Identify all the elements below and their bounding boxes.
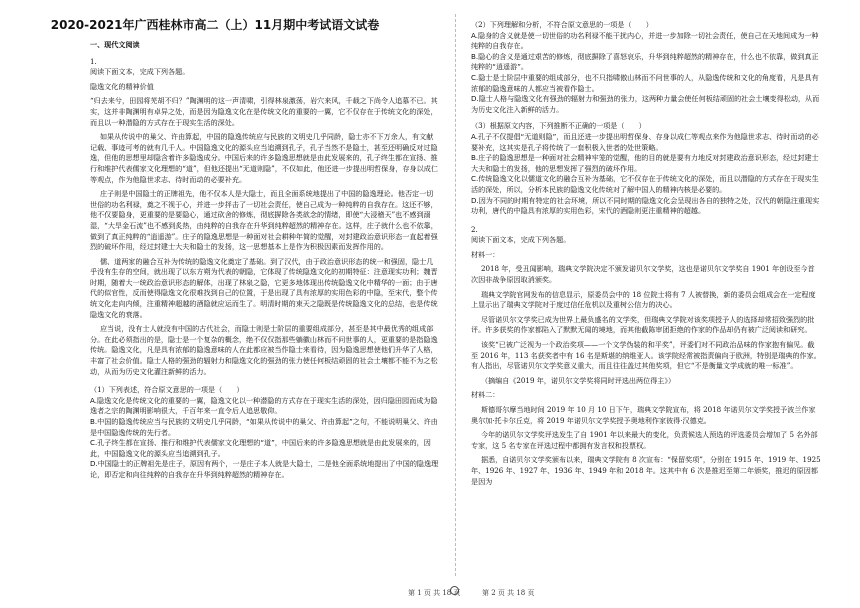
option-c[interactable]: C.隐士是士阶层中重要的组成部分，也不只指啸傲山林而不问世事的人，从隐逸传统和文化的角度看，凡是具有浓郁的隐逸意味的人都应当被看作隐士。 [471,72,819,93]
option-a[interactable]: A.隐身的含义就是使一切世俗的功名利禄不能干扰内心，并进一步加除一切社会责任，使自己在天地间成为一种纯粹的自我存在。 [471,30,819,51]
material-label: 材料一： [471,249,500,259]
subquestion-stem: （2）下列理解和分析，不符合原文意思的一项是（ ） [471,20,653,29]
material-paragraph: 斯德哥尔摩当地时间 2019 年 10 月 10 日下午，瑞典文学院宣布，将 2018 年诺贝尔文学奖授予波兰作家奥尔加·托卡尔丘克，将 2019 年诺贝尔文学奖授予奥地利作家彼得·汉德克。 [471,405,816,425]
material-paragraph: 今年的诺贝尔文学奖评选发生了自 1901 年以来最大的变化，负责候选人预选的评选委员会增加了 5 名外部专家，这 5 名专家在评选过程中都拥有发言权和投票权。 [471,430,818,450]
passage-paragraph: 如果从传说中的巢父、许由算起，中国的隐逸传统应与民族的文明史几乎同龄，隐士亦不下万余人，有文献记载、事迹可考的就有几千人。中国隐逸文化的源头应当追溯到孔子，孔子当然不是隐士，甚至还明确反对过隐逸，但他的思想里却隐含着许多隐逸成分。中国后来的许多隐逸思想就是由此发展来的，孔子终生都在宣扬、推行和维护代表儒家文化理想的“道”，但他还提出“无道则隐”，不仅如此，他还进一步提出明哲保身，存身以成仁等观点，作为他隐世求志、待时而动的必要补充。 [90,132,438,184]
option-d[interactable]: D.隐士人格与隐逸文化有强劲的辐射力和强劲的张力，这两种力量会使任何板结顽固的社会土壤变得松动，从而为历史文化注入新鲜的活力。 [471,94,820,114]
option-d[interactable]: D.中国隐士的正牌祖先是庄子，原因有两个，一是庄子本人就是大隐士，二是他全面系统地提出了中国的隐逸理论，即否定和向往纯粹的自我存在升华到纯粹超然的精神存在。 [90,459,439,479]
subquestion-stem: （1）下列表述，符合原文意思的一项是（ ） [90,385,244,395]
right-column [471,20,821,491]
option-a[interactable]: A.孔子不仅提倡“无道则隐”，而且还进一步提出明哲保身、存身以成仁等观点来作为他隐世求志、待时而动的必要补充，这其实是孔子将传统了一套积极入世者的处世策略。 [471,131,819,152]
exam-title: 2020-2021年广西桂林市高二（上）11月期中考试语文试卷 [50,18,380,32]
section-heading: 一、现代文阅读 [90,40,140,49]
instruction: 阅读下面文本，完成下列各题。 [90,67,190,77]
material-paragraph: 2018 年，受丑闻影响，瑞典文学院决定不颁发诺贝尔文学奖，这也是诺贝尔文学奖自 1901 年创设至今首次因非战争原因取消颁奖。 [471,264,815,285]
question-number: 2. [471,224,478,234]
material-paragraph: 据悉，自诺贝尔文学奖颁布以来，瑞典文学院有 8 次宣布：“保留奖项”，分别在 1915 年、1919 年、1925 年、1926 年、1927 年、1936 年、1949 年和 2018 年。这其中有 6 次是推迟至第二年颁奖，推迟的原因都是因为 [471,455,821,486]
material-source: （摘编自《2019 年，诺贝尔文学奖将同时评选出两位得主》） [480,375,676,385]
page-footer-left: 第 1 页 共 18 页 [408,589,461,597]
material-paragraph: 尽管诺贝尔文学奖已成为世界上最负盛名的文学奖，但瑞典文学院对该奖项授予人的选择却常招致强烈的批评。许多获奖的作家都陷入了默默无闻的境地，而其他截陈审团拒绝的作家的作品却仍有被广泛阅读和研究。 [471,314,815,335]
left-column [90,38,440,481]
passage-paragraph: 儒、道两家的融合互补为传统的隐逸文化奠定了基础。到了汉代，由于政治意识形态的统一和强固，隐士几乎没有生存的空间，就出现了以东方朔为代表的朝隐，它体现了传统隐逸文化的初期特征：注意现实功利；魏晋时期，随着大一统政治意识形态的解体，出现了林泉之隐，它更多地体现出传统隐逸文化中精华的一面；由于唐代的似官性，反而使得隐逸文化很难找到自己的位置，于是出现了具有浓厚的实用色彩的中隐，至宋代，整个传统文化走向内倾，注重精神超越的酒隐就应运而生了。明清时期的束天之隐既是传统隐逸文化的总结，也是传统隐逸文化的衰落。 [90,256,438,319]
passage-title: 隐逸文化的精神价值 [90,81,154,91]
page-footer-right: 第 2 页 共 18 页 [482,589,535,597]
subquestion-stem: （3）根据原文内容，下列推断不正确的一项是（ ） [471,121,646,131]
material-label: 材料二： [471,390,500,400]
option-d[interactable]: D.因为不同的时期有特定的社会环境，所以不同时期的隐逸文化会呈现出各自的独特之处，汉代的朝隐注重现实功利，唐代的中隐具有浓厚的实用色彩，宋代的酒隐则更注重精神的超越。 [471,195,820,216]
passage-paragraph: 应当说，没有士人就没有中国的古代社会，而隐士则是士阶层的重要组成部分，甚至是其中最优秀的组成部分。在此必须指出的是，隐士是一个复杂的概念，绝不仅仅指那些躺徽山林而不问世事的人，更重要的是指隐逸传统。隐逸文化，凡是具有浓郁的隐逸意味的人在此都应被当作隐士来看待，因为隐逸思想使他们升华了人格，丰富了社会价值。隐士人格的强劲的辐射力和隐逸文化的强劲的张力使任何板结顽固的社会土壤都不能不为之松动，从而为历史文化灌注新鲜的活力。 [90,324,438,376]
material-paragraph: 该奖“已被广泛视为一个政治奖项——一个文学伪装的和平奖”，评委们对不同政治品味的作家抱有偏见。截至 2016 年，113 名获奖者中有 16 名是斯堪的纳维亚人。该学院经常被指责偏向于欧洲，特别是瑞典的作家。有人指出，尽管诺贝尔文学奖意义重大，而且往往盖过其他奖项，但它“不是衡量文学成就的唯一标准”。 [471,340,821,371]
passage-paragraph: “归去来兮，田园将芜胡不归？”陶渊明的这一声清啸，引得林泉激荡，岩穴来风，千载之下尚令人追慕不已。其实，这并非陶渊明有卓异之处，而是因为隐逸文化在是传统文化的重要的一翼，它不仅存在于传统文化的深处，而且以一种潜隐的方式存在于现实生活的深处。 [90,96,438,127]
material-paragraph: 瑞典文学院官网发布的信息显示，原委员会中的 18 位院士将有 7 人被替换，新的委员会组成会在一定程度上显示出了瑞典文学院对于度过信任危机以及重树公信力的决心。 [471,289,816,310]
option-c[interactable]: C.传统隐逸文化以儒道文化的融合互补为基础，它不仅存在于传统文化的深处，而且以潜隐的方式存在于现实生活的深处，所以，分析本民族的隐逸文化传统对了解中国人的精神内核是必要的。 [471,174,819,194]
option-b[interactable]: B.隐心的含义是通过艰苦的修炼，彻底摒除了喜怒哀乐，升华到纯粹超然的精神存在，什么也不依靠，做到真正纯粹的“逍遥游”。 [471,51,819,72]
passage-paragraph: 庄子则是中国隐士的正牌祖先，他不仅本人是大隐士，而且全面系统地提出了中国的隐逸理论。他否定一切世俗的功名利禄，奠之不视于心，并进一步抨击了一切社会责任，使自己成为一种纯粹的自我存在。这还不够，他不仅要隐身，更重要的是要隐心，通过砍舍的修炼，彻底摒除各类欲念的情绪，即使“大浸稽天”也不感到溺湿，“大旱金石流”也不感到炙热，由纯粹的自我存在升华到纯粹超然的精神存在。这样，庄子就什么也不依靠，做到了真正纯粹的“逍遥游”。庄子的隐逸思想是一种面对社会耕种年简的觉醒，对封建政治意识形态一直起着强烈的破坏作用，经过封建士大夫和隐士的发扬，这一思想基本上是作为积极因素而发挥作用的。 [90,189,438,252]
option-a[interactable]: A.隐逸文化是传统文化的重要的一翼，隐逸文化以一种潜隐的方式存在于现实生活的深处，因归隐田园而成为隐逸者之宗的陶渊明影响很大，千百年来一直令后人追思敬仰。 [90,395,438,416]
instruction: 阅读下面文本，完成下列各题。 [471,235,571,245]
option-c[interactable]: C.孔子终生都在宣扬、推行和维护代表儒家文化理想的“道”，中国后来的许多隐逸思想就是由此发展来的，因此，中国隐逸文化的源头应当追溯到孔子。 [90,438,431,458]
circle-icon [450,586,459,595]
option-b[interactable]: B.庄子的隐逸思想是一种面对社会精神牢笼的觉醒，他的目的就是要有力地反对封建政治意识形态，经过封建士大夫和隐士的发扬，他的思想发挥了强烈的破坏作用。 [471,153,819,173]
option-b[interactable]: B.中国的隐逸传统应当与民族的文明史几乎同龄，“如果从传说中的巢父、许由算起”之句，不能说明巢父、许由是中国隐逸传统的先行者。 [90,417,438,437]
page-divider [455,14,456,576]
question-number: 1. [90,56,97,66]
